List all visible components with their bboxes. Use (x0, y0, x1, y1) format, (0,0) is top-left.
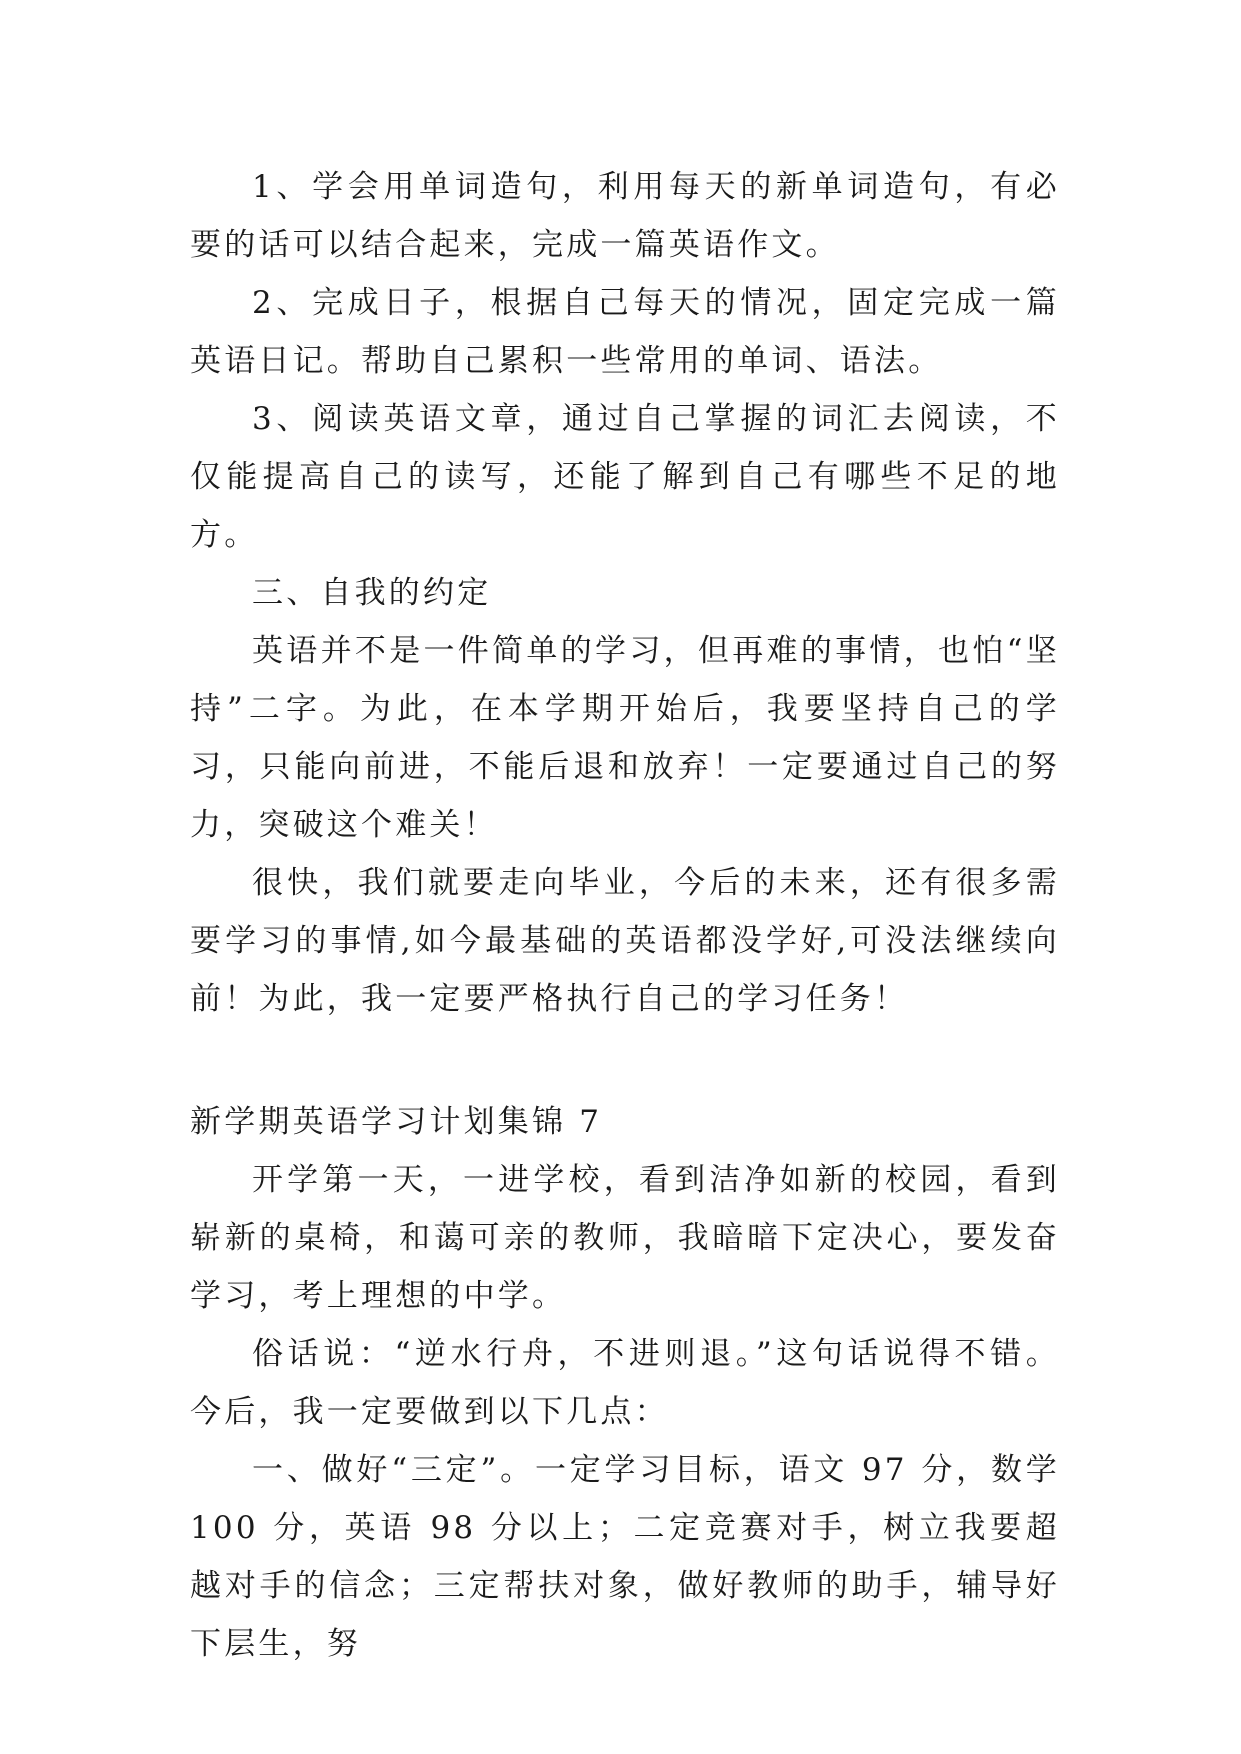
paragraph-first-day: 开学第一天，一进学校，看到洁净如新的校园，看到崭新的桌椅，和蔼可亲的教师，我暗暗下定决心，要发奋学习，考上理想的中学。 (190, 1162, 1060, 1314)
paragraph-item-2: 2、完成日子，根据自己每天的情况，固定完成一篇英语日记。帮助自己累积一些常用的单词、语法。 (190, 285, 1060, 379)
paragraph-graduation: 很快，我们就要走向毕业，今后的未来，还有很多需要学习的事情,如今最基础的英语都没学好,可没法继续向前！为此，我一定要严格执行自己的学习任务！ (190, 865, 1060, 1017)
paragraph-persistence: 英语并不是一件简单的学习，但再难的事情，也怕“坚持”二字。为此，在本学期开始后，我要坚持自己的学习，只能向前进，不能后退和放弃！一定要通过自己的努力，突破这个难关！ (190, 633, 1060, 843)
paragraph-item-3: 3、阅读英语文章，通过自己掌握的词汇去阅读，不仅能提高自己的读写，还能了解到自己有哪些不足的地方。 (190, 401, 1060, 553)
document-body (190, 158, 1060, 1673)
paragraph-proverb: 俗话说：“逆水行舟，不进则退。”这句话说得不错。今后，我一定要做到以下几点： (190, 1336, 1060, 1430)
paragraph-item-1: 1、学会用单词造句，利用每天的新单词造句，有必要的话可以结合起来，完成一篇英语作文。 (190, 169, 1060, 263)
section-title: 新学期英语学习计划集锦 7 (190, 1104, 603, 1140)
paragraph-three-goals: 一、做好“三定”。一定学习目标，语文 97 分，数学 100 分，英语 98 分以上；二定竞赛对手，树立我要超越对手的信念；三定帮扶对象，做好教师的助手，辅导好下层生，努 (190, 1452, 1060, 1662)
section-spacer (190, 1028, 1060, 1093)
section-heading-self-agreement: 三、自我的约定 (252, 575, 492, 611)
